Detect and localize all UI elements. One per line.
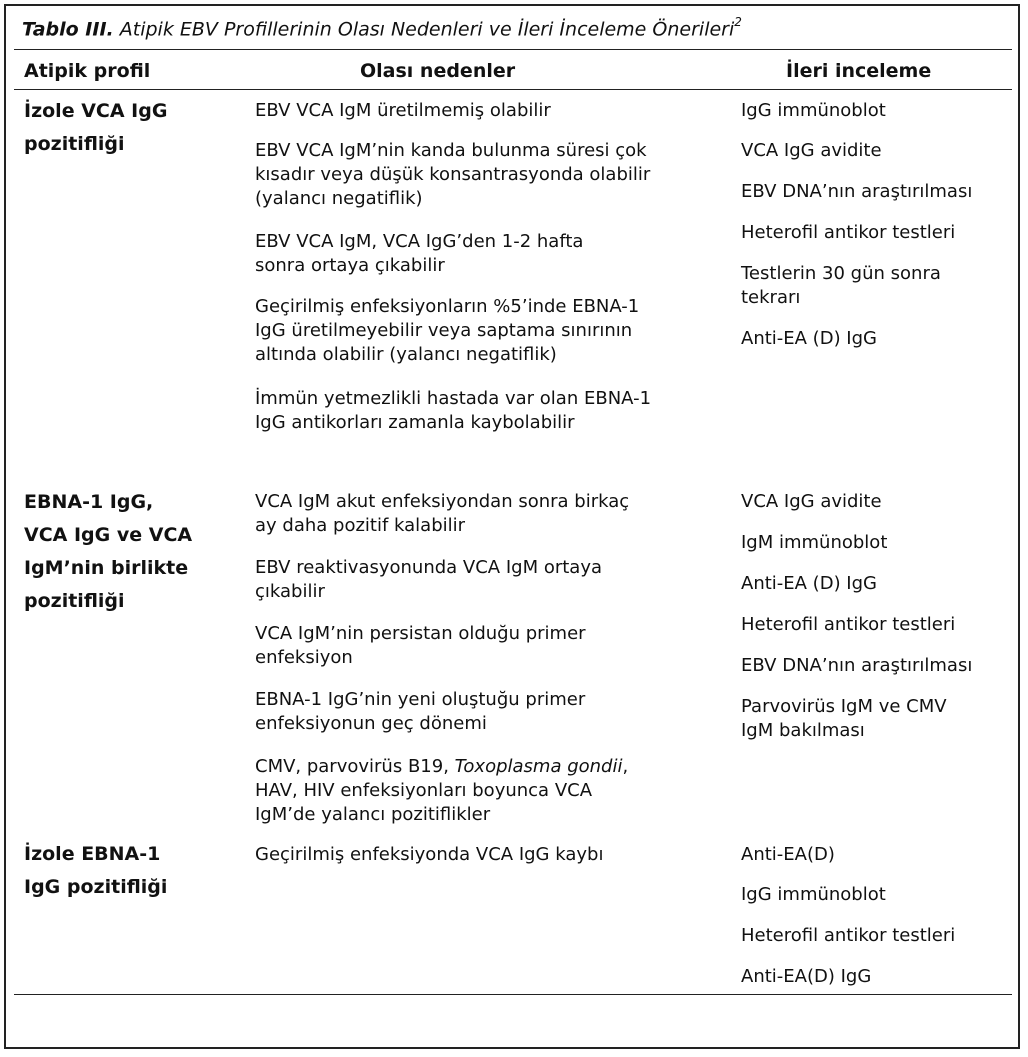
investigation-item: Anti-EA(D) IgG xyxy=(741,966,872,987)
investigation-item: EBV DNA’nın araştırılması xyxy=(741,655,973,676)
cause-item: Geçirilmiş enfeksiyonların %5’inde EBNA-1 IgG üretilmeyebilir veya saptama sınırının altında olabilir (yalancı negatiflik) xyxy=(255,296,640,365)
header-atypical-profile: Atipik profil xyxy=(24,60,151,82)
profile-line: pozitifliği xyxy=(24,133,125,155)
caption-reference: 2 xyxy=(734,15,742,29)
profile-line: pozitifliği xyxy=(24,590,125,612)
investigation-item: Testlerin 30 gün sonra tekrarı xyxy=(741,263,941,308)
profile-line: İzole VCA IgG xyxy=(24,100,168,122)
investigation-item: Parvovirüs IgM ve CMV IgM bakılması xyxy=(741,696,947,741)
table-caption xyxy=(22,17,742,40)
investigation-item: IgM immünoblot xyxy=(741,532,888,553)
investigation-item: Anti-EA (D) IgG xyxy=(741,573,877,594)
cause-text: , HAV, HIV enfeksiyonları boyunca VCA IgM’de yalancı pozitiflikler xyxy=(255,756,629,825)
cause-item: EBV VCA IgM, VCA IgG’den 1-2 hafta sonra ortaya çıkabilir xyxy=(255,231,584,276)
profile-ebna-vca-combined xyxy=(24,486,224,618)
cause-item: EBV VCA IgM’nin kanda bulunma süresi çok kısadır veya düşük konsantrasyonda olabilir (yalancı negatiflik) xyxy=(255,140,651,209)
cause-item xyxy=(255,755,705,827)
cause-item: EBNA-1 IgG’nin yeni oluştuğu primer enfeksiyonun geç dönemi xyxy=(255,689,586,734)
table-bottom-rule xyxy=(14,994,1012,995)
cause-item: EBV VCA IgM üretilmemiş olabilir xyxy=(255,100,551,121)
investigation-item: Heterofil antikor testleri xyxy=(741,614,956,635)
cause-item: VCA IgM’nin persistan olduğu primer enfeksiyon xyxy=(255,623,586,668)
investigation-item: VCA IgG avidite xyxy=(741,491,882,512)
header-divider xyxy=(14,89,1012,90)
investigation-item: Anti-EA (D) IgG xyxy=(741,328,877,349)
caption-text: Atipik EBV Profillerinin Olası Nedenleri ve İleri İnceleme Önerileri xyxy=(113,18,735,41)
profile-line: İzole EBNA-1 xyxy=(24,843,161,865)
investigation-item: IgG immünoblot xyxy=(741,884,886,905)
investigation-item: Heterofil antikor testleri xyxy=(741,222,956,243)
caption-label: Tablo III. xyxy=(22,18,114,41)
investigation-item: VCA IgG avidite xyxy=(741,140,882,161)
cause-text: CMV, parvovirüs B19, xyxy=(255,756,455,777)
cause-item: Geçirilmiş enfeksiyonda VCA IgG kaybı xyxy=(255,844,604,865)
investigation-item: IgG immünoblot xyxy=(741,100,886,121)
investigation-item: EBV DNA’nın araştırılması xyxy=(741,181,973,202)
profile-isolated-ebna1-igg xyxy=(24,838,224,904)
caption-divider xyxy=(14,49,1012,50)
cause-item: VCA IgM akut enfeksiyondan sonra birkaç ay daha pozitif kalabilir xyxy=(255,491,630,536)
cause-item: İmmün yetmezlikli hastada var olan EBNA-1 IgG antikorları zamanla kaybolabilir xyxy=(255,388,652,433)
profile-line: EBNA-1 IgG, xyxy=(24,491,154,513)
profile-line: VCA IgG ve VCA xyxy=(24,524,193,546)
profile-line: IgM’nin birlikte xyxy=(24,557,189,579)
header-further-investigation: İleri inceleme xyxy=(786,60,932,82)
profile-isolated-vca-igg xyxy=(24,95,224,161)
cause-item: EBV reaktivasyonunda VCA IgM ortaya çıkabilir xyxy=(255,557,603,602)
header-possible-causes: Olası nedenler xyxy=(360,60,516,82)
cause-text-italic: Toxoplasma gondii xyxy=(454,756,623,777)
profile-line: IgG pozitifliği xyxy=(24,876,168,898)
investigation-item: Heterofil antikor testleri xyxy=(741,925,956,946)
investigation-item: Anti-EA(D) xyxy=(741,844,835,865)
